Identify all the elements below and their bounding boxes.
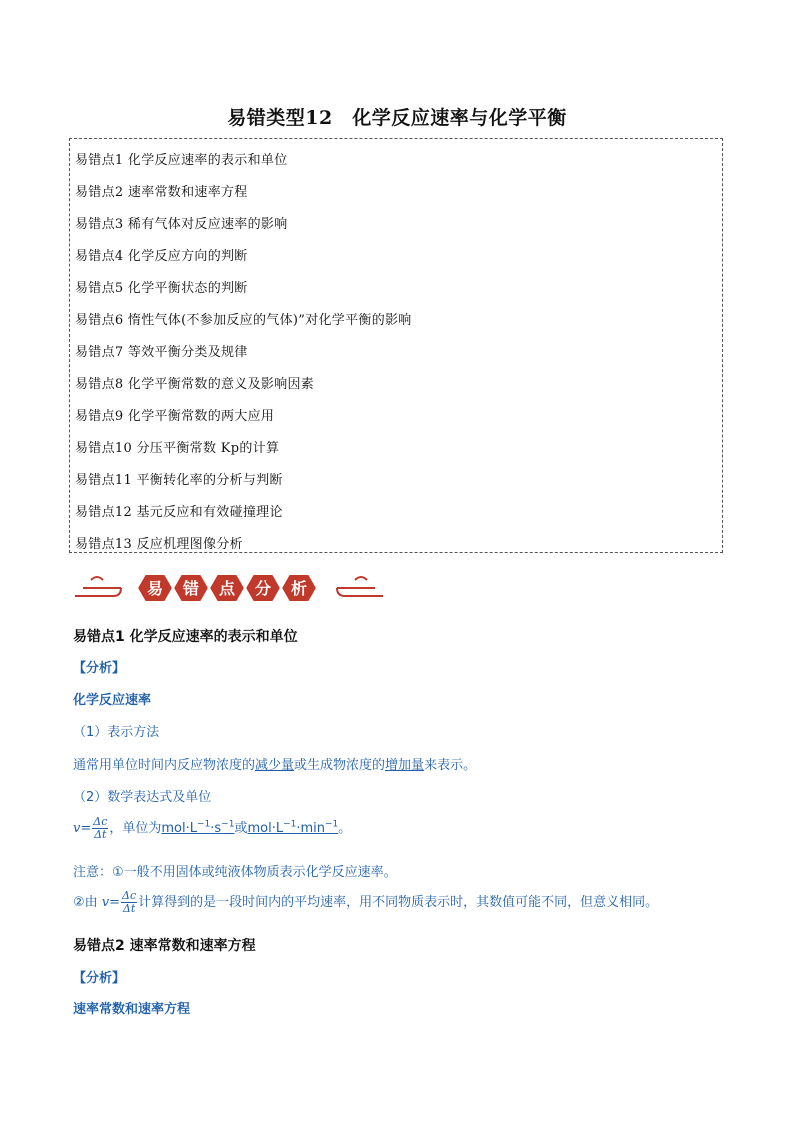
section2-title: 易错点2 速率常数和速率方程	[73, 938, 256, 954]
toc-item: 易错点6 惰性气体(不参加反应的气体)”对化学平衡的影响	[75, 313, 412, 328]
left-ornament-icon	[75, 577, 121, 596]
unit-2	[247, 821, 338, 836]
unit-part: ·min	[296, 821, 326, 836]
text-part: ，单位为	[109, 821, 162, 836]
text-part: 。	[338, 821, 352, 836]
text-part: 或	[234, 821, 248, 836]
banner-char: 点	[218, 579, 236, 598]
section1-title: 易错点1 化学反应速率的表示和单位	[73, 629, 298, 645]
toc-item: 易错点7 等效平衡分类及规律	[75, 345, 248, 360]
toc-item: 易错点2 速率常数和速率方程	[75, 185, 248, 200]
section1-item1-text	[73, 754, 476, 773]
section1-item1: （1）表示方法	[73, 725, 160, 740]
section2-analysis-label: 【分析】	[73, 971, 126, 986]
section-banner	[73, 566, 385, 610]
unit-part: mol·L	[161, 821, 197, 836]
fraction	[121, 890, 137, 915]
section2-subtitle: 速率常数和速率方程	[73, 1002, 191, 1017]
formula-v: v=	[101, 895, 121, 910]
frac-denominator: Δt	[94, 828, 107, 841]
unit-sup: −1	[196, 819, 211, 830]
unit-part: ·s	[210, 821, 222, 836]
toc-item: 易错点12 基元反应和有效碰撞理论	[75, 505, 283, 520]
unit-sup: −1	[221, 819, 235, 830]
banner-char: 错	[182, 579, 200, 598]
section1-formula	[73, 816, 351, 841]
text-part: 来表示。	[424, 758, 477, 773]
toc-box	[69, 138, 723, 553]
unit-part: mol·L	[247, 821, 284, 836]
text-underlined: 增加量	[385, 758, 425, 773]
right-ornament-icon	[337, 577, 383, 596]
banner-char: 分	[254, 579, 272, 598]
toc-item: 易错点9 化学平衡常数的两大应用	[75, 409, 275, 424]
section1-analysis-label: 【分析】	[73, 661, 126, 676]
text-part: 或生成物浓度的	[294, 758, 386, 773]
toc-item: 易错点8 化学平衡常数的意义及影响因素	[75, 377, 315, 392]
frac-denominator: Δt	[122, 902, 136, 915]
text-part: 通常用单位时间内反应物浓度的	[73, 758, 256, 773]
fraction	[92, 816, 108, 841]
text-underlined: 减少量	[255, 758, 295, 773]
frac-numerator: Δc	[122, 889, 137, 902]
banner-char: 析	[290, 579, 308, 598]
page-title: 易错类型12 化学反应速率与化学平衡	[227, 107, 567, 129]
toc-item: 易错点3 稀有气体对反应速率的影响	[75, 217, 288, 232]
unit-1	[161, 821, 234, 836]
frac-numerator: Δc	[93, 815, 108, 828]
toc-item: 易错点10 分压平衡常数 Kp的计算	[75, 441, 280, 456]
section1-note1: 注意：①一般不用固体或纯液体物质表示化学反应速率。	[73, 865, 397, 880]
unit-sup: −1	[325, 819, 339, 830]
formula-v: v=	[73, 821, 92, 836]
section1-subtitle: 化学反应速率	[73, 693, 152, 708]
banner-char: 易	[146, 579, 164, 598]
toc-item: 易错点4 化学反应方向的判断	[75, 249, 248, 264]
text-part: 计算得到的是一段时间内的平均速率，用不同物质表示时，其数值可能不同，但意义相同。	[138, 895, 659, 910]
section1-item2: （2）数学表达式及单位	[73, 790, 212, 805]
unit-sup: −1	[283, 819, 297, 830]
text-part: ②由	[73, 895, 102, 910]
toc-item: 易错点11 平衡转化率的分析与判断	[75, 473, 283, 488]
section1-note2	[73, 890, 658, 915]
toc-item: 易错点5 化学平衡状态的判断	[75, 281, 248, 296]
toc-item: 易错点1 化学反应速率的表示和单位	[75, 153, 288, 168]
toc-item: 易错点13 反应机理图像分析	[75, 537, 243, 552]
